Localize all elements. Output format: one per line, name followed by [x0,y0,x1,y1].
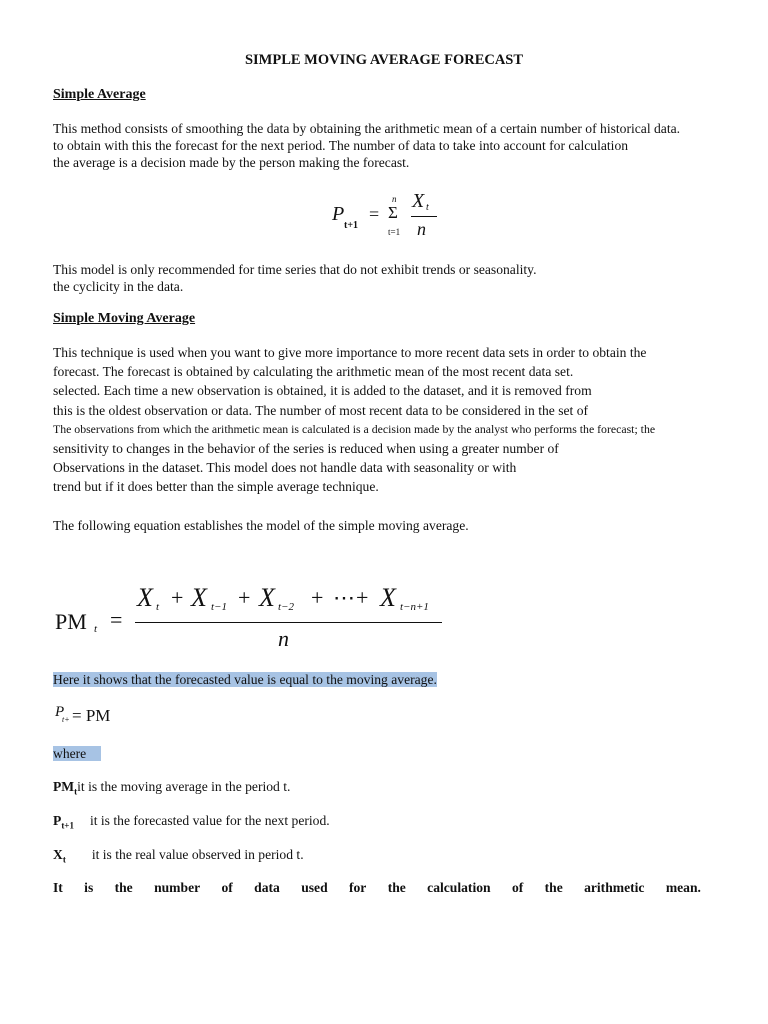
definition-pm [53,779,290,797]
term-var: X [191,583,207,612]
numerator-sub: t [426,202,429,213]
word: the [387,880,406,895]
word: data [254,880,280,895]
highlight-sentence [53,671,437,688]
highlighted-text: Here it shows that the forecasted value is equal to the moving average. [53,672,437,687]
moving-average-formula [55,583,455,653]
formula2-denominator: n [278,626,289,651]
term-sub: t−2 [278,601,294,613]
def-sub: t+1 [61,820,74,831]
word: number [154,880,201,895]
body-line: Observations in the dataset. This model does not handle data with seasonality or with [53,460,517,476]
word: mean. [665,880,701,895]
body-line: The observations from which the arithmetic mean is calculated is a decision made by the analyst who performs the forecast; the [53,421,656,436]
body-line: this is the oldest observation or data. The number of most recent data to be considered in the set of [53,402,589,418]
formula2-equals: = [110,607,123,632]
word: of [221,880,233,895]
plus-sign: + [356,585,369,610]
term-var: X [137,583,153,612]
last-justified-line [53,880,701,896]
pm-sub: t+ [62,715,70,724]
word: is [84,880,94,895]
formula2-lhs-sub: t [94,623,98,635]
where-line [53,745,101,762]
fraction-bar [135,622,442,623]
note-line: This model is only recommended for time series that do not exhibit trends or seasonality. [53,262,537,277]
section-heading-simple-average: Simple Average [53,87,146,102]
formula-equals: = [369,204,380,224]
body-line: selected. Each time a new observation is obtained, it is added to the dataset, and it is removed from [53,383,592,399]
page-title: SIMPLE MOVING AVERAGE FORECAST [244,52,524,68]
plus-sign: + [311,585,324,610]
moving-average-body [53,344,655,498]
pm-var: P [55,704,65,720]
pm-rest: = PM [72,706,111,725]
term-sub: t [156,601,160,613]
word: arithmetic [584,880,645,895]
body-line: This technique is used when you want to give more importance to more recent data sets in order to obtain the [53,345,647,360]
ellipsis: ⋯ [333,585,355,610]
formula-lhs-sub: t+1 [344,220,359,231]
fraction-bar [411,216,437,217]
def-text: it is the real value observed in period t. [91,847,304,862]
intro-line: This method consists of smoothing the data by obtaining the arithmetic mean of a certain number of historical data. [53,121,681,136]
denominator: n [417,219,426,239]
formula-lhs: P [332,203,345,225]
def-text: it is the moving average in the period t. [77,779,291,794]
definition-x [53,847,304,865]
def-text: it is the forecasted value for the next period. [89,813,330,828]
intro-line: the average is a decision made by the person making the forecast. [53,155,410,170]
term-sub: t−n+1 [400,601,429,613]
definition-p [53,813,330,831]
word: the [114,880,133,895]
term-sub: t−1 [211,601,227,613]
word: used [301,880,328,895]
word: calculation [427,880,491,895]
def-sub: t [74,786,78,797]
simple-average-note [53,261,536,295]
word: for [348,880,367,895]
sigma-symbol: Σ [388,203,398,222]
def-symbol: P [53,813,62,828]
simple-average-intro [53,120,680,171]
body-line: forecast. The forecast is obtained by calculating the arithmetic mean of the most recent data set. [53,364,574,380]
body-line: sensitivity to changes in the behavior of the series is reduced when using a greater number of [53,440,559,456]
pm-formula [55,704,175,732]
where-label: where [53,746,101,761]
equation-intro: The following equation establishes the model of the simple moving average. [53,518,469,533]
note-line: the cyclicity in the data. [53,279,184,294]
formula2-lhs: PM [55,609,87,634]
word: of [511,880,524,895]
section-heading-simple-moving-average: Simple Moving Average [53,311,196,326]
term-var: X [259,583,275,612]
body-line: trend but if it does better than the simple average technique. [53,479,379,495]
sum-lower: t=1 [388,227,401,237]
term-var: X [380,583,396,612]
intro-line: to obtain with this the forecast for the next period. The number of data to take into account for calculation [53,138,629,153]
plus-sign: + [238,585,251,610]
def-symbol: X [53,847,63,862]
plus-sign: + [171,585,184,610]
word: the [544,880,563,895]
def-sub: t [62,854,66,865]
simple-average-formula [332,190,452,242]
sum-upper: n [392,194,397,204]
numerator-var: X [412,190,425,212]
word: It [53,880,63,895]
def-symbol: PM [53,779,75,794]
